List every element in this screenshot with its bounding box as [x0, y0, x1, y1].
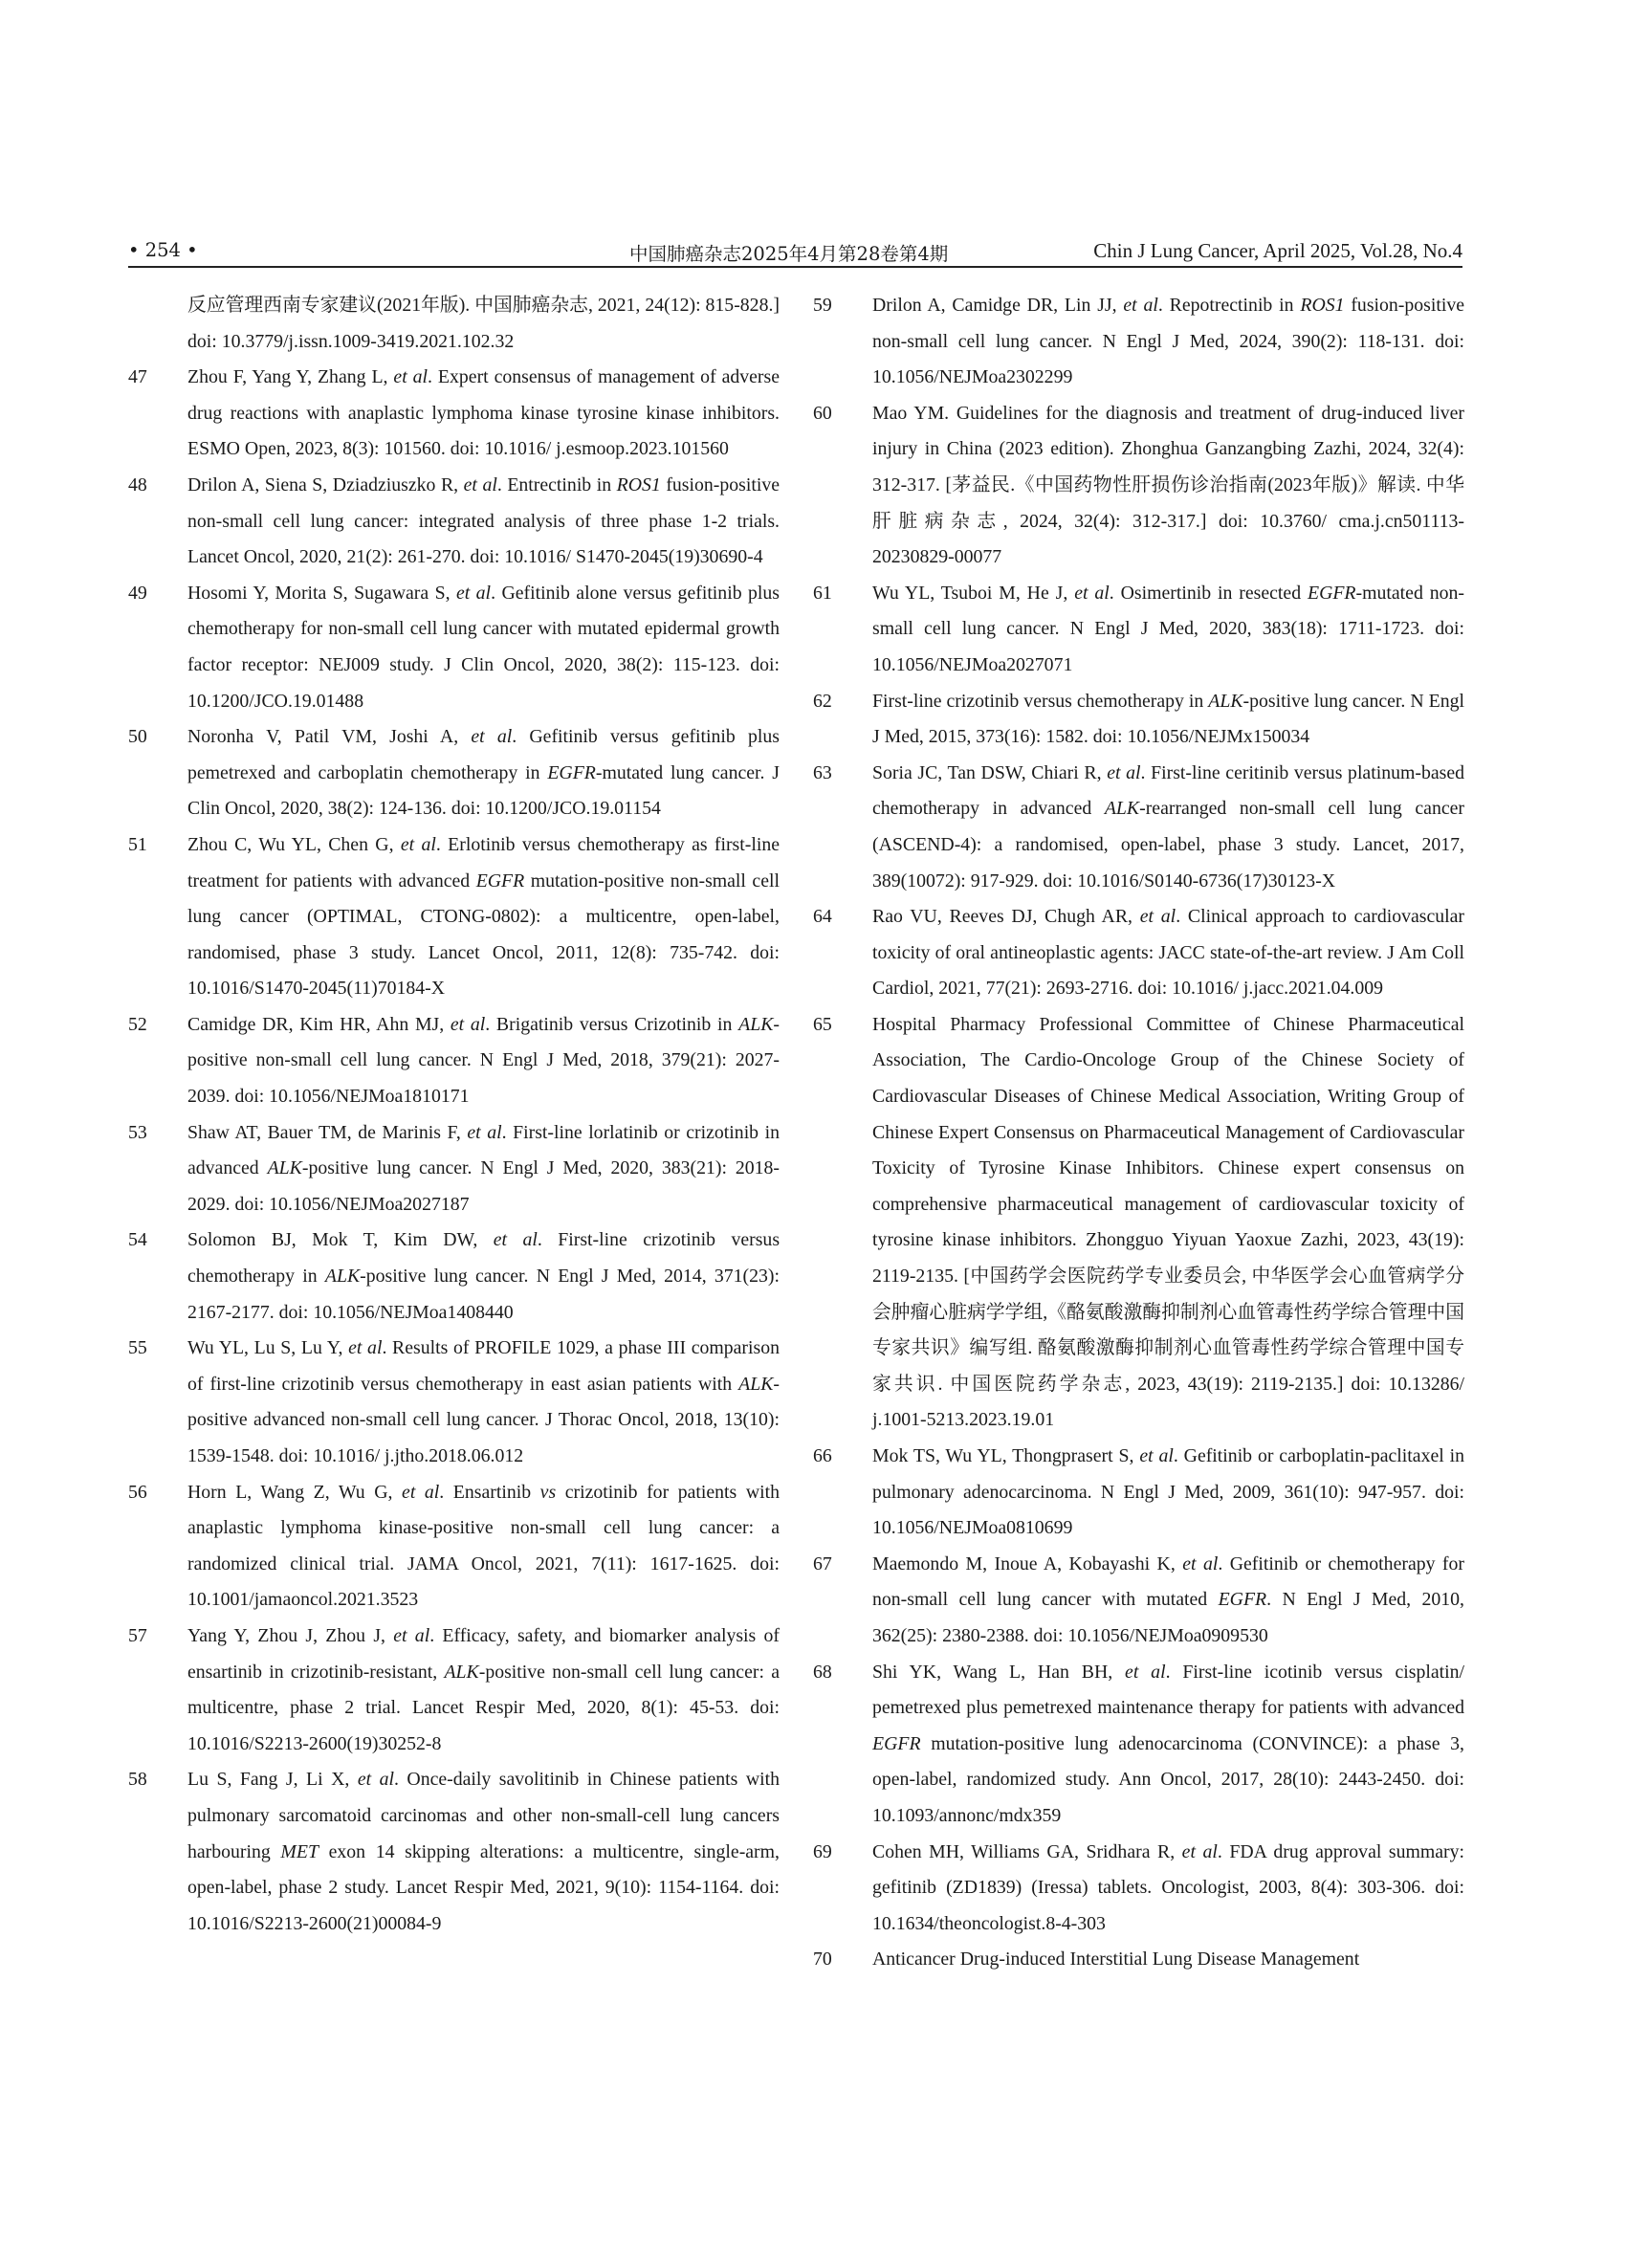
- reference-item: [128, 1475, 780, 1618]
- journal-title-en: Chin J Lung Cancer, April 2025, Vol.28, No.4: [1093, 239, 1462, 262]
- reference-text: Wu YL, Tsuboi M, He J, et al. Osimertinib in resected EGFR-mutated non-small cell lung cancer. N Engl J Med, 2020, 383(18): 1711-1723. doi: 10.1056/NEJMoa2027071: [872, 582, 1464, 675]
- reference-item: [128, 360, 780, 468]
- reference-number: 51: [128, 833, 147, 855]
- reference-item: [813, 576, 1464, 684]
- reference-item: [128, 1618, 780, 1762]
- reference-number: 60: [813, 402, 832, 424]
- reference-item: [813, 899, 1464, 1007]
- reference-item: [128, 1331, 780, 1474]
- reference-number: 48: [128, 473, 147, 495]
- reference-item: [128, 1762, 780, 1942]
- reference-number: 50: [128, 726, 147, 748]
- reference-text: Solomon BJ, Mok T, Kim DW, et al. First-line crizotinib versus chemotherapy in ALK-positive lung cancer. N Engl J Med, 2014, 371(23): 2167-2177. doi: 10.1056/NEJMoa1408440: [187, 1229, 781, 1323]
- reference-item: [813, 1942, 1464, 1978]
- reference-item: [128, 827, 780, 1007]
- reference-item: [128, 1115, 780, 1223]
- reference-text: Shi YK, Wang L, Han BH, et al. First-line icotinib versus cisplatin/ pemetrexed plus pemetrexed maintenance therapy for patients with advanced EGFR mutation-positive lung adenocarcinoma (CONVINCE): a phase 3, open-label, randomized study. Ann Oncol, 2017, 28(10): 2443-2450. doi: 10.1093/annonc/mdx359: [872, 1661, 1464, 1826]
- reference-number: 52: [128, 1013, 147, 1035]
- reference-text: First-line crizotinib versus chemotherapy in ALK-positive lung cancer. N Engl J Med, 2015, 373(16): 1582. doi: 10.1056/NEJMx150034: [872, 690, 1464, 748]
- reference-column-left: [128, 288, 780, 1942]
- reference-text: Zhou F, Yang Y, Zhang L, et al. Expert consensus of management of adverse drug reactions with anaplastic lymphoma kinase tyrosine kinase inhibitors. ESMO Open, 2023, 8(3): 101560. doi: 10.1016/ j.esmoop.2023.101560: [187, 366, 781, 460]
- reference-item: [813, 288, 1464, 396]
- reference-number: 65: [813, 1013, 832, 1035]
- reference-text: Shaw AT, Bauer TM, de Marinis F, et al. First-line lorlatinib or crizotinib in advanced ALK-positive lung cancer. N Engl J Med, 2020, 383(21): 2018-2029. doi: 10.1056/NEJMoa2027187: [187, 1121, 781, 1215]
- reference-text: Horn L, Wang Z, Wu G, et al. Ensartinib vs crizotinib for patients with anaplastic lymphoma kinase-positive non-small cell lung cancer: a randomized clinical trial. JAMA Oncol, 2021, 7(11): 1617-1625. doi: 10.1001/jamaoncol.2021.3523: [187, 1481, 780, 1611]
- reference-number: 54: [128, 1229, 147, 1251]
- reference-number: 61: [813, 582, 832, 604]
- reference-number: 56: [128, 1481, 147, 1503]
- reference-item: [128, 1222, 780, 1331]
- reference-number: 66: [813, 1445, 832, 1466]
- reference-item: [813, 1007, 1464, 1439]
- reference-item: [128, 719, 780, 827]
- reference-number: 55: [128, 1337, 147, 1359]
- reference-text: Mao YM. Guidelines for the diagnosis and treatment of drug-induced liver injury in China (2023 edition). Zhonghua Ganzangbing Zazhi, 2024, 32(4): 312-317. [茅益民.《中国药物性肝损伤诊治指南(2023年版)》解读. 中华肝脏病杂志, 2024, 32(4): 312-317.] doi: 10.3760/ cma.j.cn501113-20230829-00077: [872, 402, 1464, 568]
- reference-number: 47: [128, 366, 147, 388]
- reference-column-right: [813, 288, 1464, 1978]
- reference-item: [128, 1007, 780, 1115]
- reference-number: 69: [813, 1840, 832, 1862]
- reference-number: 63: [813, 761, 832, 783]
- reference-number: 64: [813, 906, 832, 928]
- reference-text: Anticancer Drug-induced Interstitial Lung Disease Management: [872, 1949, 1360, 1971]
- reference-item: [813, 684, 1464, 756]
- reference-number: 62: [813, 690, 832, 712]
- reference-number: 58: [128, 1769, 147, 1791]
- reference-item: [813, 1439, 1464, 1547]
- reference-item: [813, 1547, 1464, 1655]
- reference-text: Zhou C, Wu YL, Chen G, et al. Erlotinib versus chemotherapy as first-line treatment for patients with advanced EGFR mutation-positive non-small cell lung cancer (OPTIMAL, CTONG-0802): a multicentre, open-label, randomised, phase 3 study. Lancet Oncol, 2011, 12(8): 735-742. doi: 10.1016/S1470-2045(11)70184-X: [187, 833, 780, 1000]
- reference-number: 57: [128, 1624, 147, 1646]
- reference-item: [128, 576, 780, 719]
- reference-number: 53: [128, 1121, 147, 1143]
- reference-text: Yang Y, Zhou J, Zhou J, et al. Efficacy, safety, and biomarker analysis of ensartinib in crizotinib-resistant, ALK-positive non-small cell lung cancer: a multicentre, phase 2 trial. Lancet Respir Med, 2020, 8(1): 45-53. doi: 10.1016/S2213-2600(19)30252-8: [187, 1624, 781, 1754]
- reference-number: 68: [813, 1661, 832, 1683]
- reference-text: Drilon A, Camidge DR, Lin JJ, et al. Repotrectinib in ROS1 fusion-positive non-small cell lung cancer. N Engl J Med, 2024, 390(2): 118-131. doi: 10.1056/NEJMoa2302299: [872, 295, 1465, 388]
- reference-text: Lu S, Fang J, Li X, et al. Once-daily savolitinib in Chinese patients with pulmonary sarcomatoid carcinomas and other non-small-cell lung cancers harbouring MET exon 14 skipping alterations: a multicentre, single-arm, open-label, phase 2 study. Lancet Respir Med, 2021, 9(10): 1154-1164. doi: 10.1016/S2213-2600(21)00084-9: [187, 1769, 781, 1934]
- reference-item: [813, 1835, 1464, 1943]
- reference-item: [813, 756, 1464, 899]
- reference-text: Wu YL, Lu S, Lu Y, et al. Results of PROFILE 1029, a phase III comparison of first-line crizotinib versus chemotherapy in east asian patients with ALK-positive advanced non-small cell lung cancer. J Thorac Oncol, 2018, 13(10): 1539-1548. doi: 10.1016/ j.jtho.2018.06.012: [187, 1337, 780, 1466]
- reference-text: Mok TS, Wu YL, Thongprasert S, et al. Gefitinib or carboplatin-paclitaxel in pulmonary adenocarcinoma. N Engl J Med, 2009, 361(10): 947-957. doi: 10.1056/NEJMoa0810699: [872, 1445, 1464, 1539]
- reference-text: 反应管理西南专家建议(2021年版). 中国肺癌杂志, 2021, 24(12): 815-828.] doi: 10.3779/j.issn.1009-3419.2021.102.32: [187, 295, 780, 352]
- reference-text: Maemondo M, Inoue A, Kobayashi K, et al. Gefitinib or chemotherapy for non-small cell lung cancer with mutated EGFR. N Engl J Med, 2010, 362(25): 2380-2388. doi: 10.1056/NEJMoa0909530: [872, 1552, 1464, 1646]
- reference-number: 49: [128, 582, 147, 604]
- reference-text: Cohen MH, Williams GA, Sridhara R, et al. FDA drug approval summary: gefitinib (ZD1839) (Iressa) tablets. Oncologist, 2003, 8(4): 303-306. doi: 10.1634/theoncologist.8-4-303: [872, 1840, 1464, 1934]
- page-number: • 254 •: [128, 239, 198, 261]
- reference-number: 59: [813, 295, 832, 316]
- reference-text: Hosomi Y, Morita S, Sugawara S, et al. Gefitinib alone versus gefitinib plus chemotherapy for non-small cell lung cancer with mutated epidermal growth factor receptor: NEJ009 study. J Clin Oncol, 2020, 38(2): 115-123. doi: 10.1200/JCO.19.01488: [187, 582, 780, 712]
- reference-number: 70: [813, 1949, 832, 1971]
- reference-text: Drilon A, Siena S, Dziadziuszko R, et al. Entrectinib in ROS1 fusion-positive non-small cell lung cancer: integrated analysis of three phase 1-2 trials. Lancet Oncol, 2020, 21(2): 261-270. doi: 10.1016/ S1470-2045(19)30690-4: [187, 473, 781, 568]
- reference-text: Camidge DR, Kim HR, Ahn MJ, et al. Brigatinib versus Crizotinib in ALK-positive non-small cell lung cancer. N Engl J Med, 2018, 379(21): 2027-2039. doi: 10.1056/NEJMoa1810171: [187, 1013, 780, 1108]
- reference-text: Rao VU, Reeves DJ, Chugh AR, et al. Clinical approach to cardiovascular toxicity of oral antineoplastic agents: JACC state-of-the-art review. J Am Coll Cardiol, 2021, 77(21): 2693-2716. doi: 10.1016/ j.jacc.2021.04.009: [872, 906, 1465, 1000]
- reference-item: [813, 1655, 1464, 1835]
- reference-item: [813, 396, 1464, 576]
- running-header: [128, 237, 1462, 268]
- reference-item: [128, 288, 780, 360]
- reference-text: Soria JC, Tan DSW, Chiari R, et al. First-line ceritinib versus platinum-based chemotherapy in advanced ALK-rearranged non-small cell lung cancer (ASCEND-4): a randomised, open-label, phase 3 study. Lancet, 2017, 389(10072): 917-929. doi: 10.1016/S0140-6736(17)30123-X: [872, 761, 1465, 892]
- reference-item: [128, 468, 780, 576]
- reference-number: 67: [813, 1552, 832, 1574]
- journal-title-cn: 中国肺癌杂志2025年4月第28卷第4期: [629, 243, 949, 265]
- reference-text: Hospital Pharmacy Professional Committee of Chinese Pharmaceutical Association, The Cardio-Oncologe Group of the Chinese Society of Cardiovascular Diseases of Chinese Medical Association, Writing Group of Chinese Expert Consensus on Pharmaceutical Management of Cardiovascular Toxicity of Tyrosine Kinase Inhibitors. Chinese expert consensus on comprehensive pharmaceutical management of cardiovascular toxicity of tyrosine kinase inhibitors. Zhongguo Yiyuan Yaoxue Zazhi, 2023, 43(19): 2119-2135. [中国药学会医院药学专业委员会, 中华医学会心血管病学分会肿瘤心脏病学学组,《酪氨酸激酶抑制剂心血管毒性药学综合管理中国专家共识》编写组. 酪氨酸激酶抑制剂心血管毒性药学综合管理中国专家共识. 中国医院药学杂志, 2023, 43(19): 2119-2135.] doi: 10.13286/ j.1001-5213.2023.19.01: [872, 1013, 1464, 1431]
- reference-text: Noronha V, Patil VM, Joshi A, et al. Gefitinib versus gefitinib plus pemetrexed and carboplatin chemotherapy in EGFR-mutated lung cancer. J Clin Oncol, 2020, 38(2): 124-136. doi: 10.1200/JCO.19.01154: [187, 726, 780, 820]
